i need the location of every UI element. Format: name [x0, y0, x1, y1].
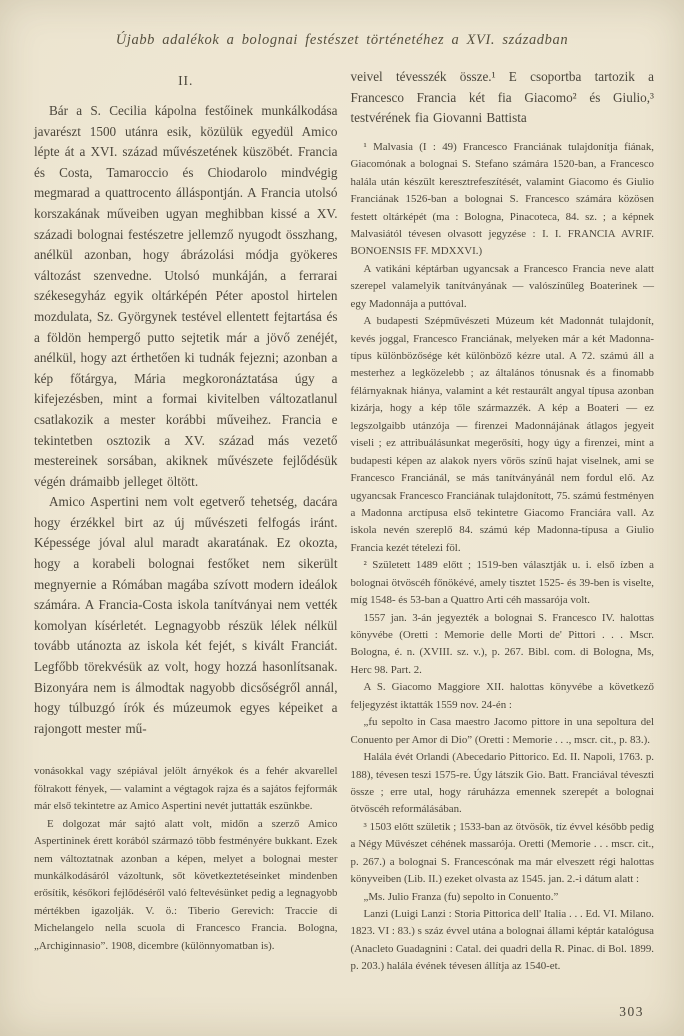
footnote-paragraph: ¹ Malvasia (I : 49) Francesco Franciának tulajdonítja fiának, Giacomónak a bolognai S. Stefano számára 1520-ban, a Francesco halála után készült keresztrefeszítését, valamint Giacomo és Giulio Franciának 1526-ban a bolognai S. Francesco számára közösen festett oltárképét (ma : Bologna, Pinacoteca, 84. sz. ; a képnek Malvasiától tévesen olvasott jegyzése : I. I. FRANCIA AVRIF. BONOENSIS FF. MDXXVI.) — [350, 140, 654, 258]
footnote-paragraph: 1557 jan. 3-án jegyezték a bolognai S. Francesco IV. halottas könyvébe (Oretti : Memorie delle Morti de' Pittori . . . Mscr. Bologna, é. n. (XVIII. sz. v.), p. 267. Bibl. com. di Bologna, Ms, Herc 98. Part. 2. — [350, 611, 654, 676]
footnote-paragraph: Lanzi (Luigi Lanzi : Storia Pittorica dell' Italia . . . Ed. VI. Milano. 1823. VI : 83.) s száz évvel utána a bolognai állami képtár katalógusa (Anacleto Guadagnini : Catal. dei quadri della R. Pinac. di Bol. 1899. p. 203.) halála évének tévesen állítja az 1540-et. — [350, 908, 654, 973]
footnote-paragraph: Halála évét Orlandi (Abecedario Pittorico. Ed. II. Napoli, 1763. p. 188), tévesen teszi 1575-re. Úgy látszik Gio. Batt. Franciával téveszti össze ; erre utal, hogy ráruházza emennek szerepét a bolognai ötvöscéh reformálásában. — [350, 751, 654, 816]
paragraph: Bár a S. Cecilia kápolna festőinek munkálkodása javarészt 1500 utánra esik, közülük egyedül Amico lépte át a XVI. század művészetének küszöbét. Francia és Costa, Tamaroccio és Chiodarolo mindvégig megmarad a quattrocento álláspontján. A Francia utolsó korszakának műveiben ugyan meghibban kissé a XV. századi bolognai festészetre jellemző nyugodt összhang, anélkül azonban, hogy ábrázolási módja gyökeres változást szenvedne. Utolsó munkáján, a ferrarai székesegyház egyik oltárképén Péter apostol hirtelen mozdulata, Sz. Györgynek testével ellentett fejtartása és a földön hempergő putto sejtetik már a jövő zenéjét, anélkül, hogy azt érthetően ki tudnák fejezni; azonban a kép főtárgya, Mária megkoronáztatása úgy a kifejezésben, mint a formai kivitelben változatlanul csatlakozik a mester korábbi műveihez. Francia e tekintetben osztozik a XV. század más vezető mestereinek sorsában, akiknek művészete fejlődésük végén drámaibb jelleget öltött. — [34, 103, 338, 489]
running-title: Újabb adalékok a bolognai festészet történetéhez a XVI. században — [115, 32, 569, 48]
footnote-paragraph: A budapesti Szépművészeti Múzeum két Madonnát tulajdonít, kevés joggal, Francesco Franciának, melyeken már a két Madonna-típus különbözősége két különböző kézre utal. A 72. számú áll a mesterhez a legközelebb ; az általános tónusnak és a finomabb félárnyaknak hiánya, valamint a két restaurált angyal típusa azonban kizárja, hogy a kép tőle származzék. A kép a Boateri — ez legszolgaibb utánzója — firenzei Madonnájának átlagos jegyeit viseli ; ez attribuálásunkat megerősíti, hogy úgy a firenzei, mint a budapesti képen az alakok nyers vörös színű hajat viselnek, ami se Francesco Franciánál, se más tanítványánál nem fordul elő. Az ugyancsak Francesco Franciának tulajdonított, 75. számú festményen a Madonna arctípusa első tekintetre Giacomo Franciára vall. Az iskola nevén szereplő 84. számú kép Madonna-típusa a Giulio Francia kezét tételezi föl. — [350, 315, 654, 554]
footnote-paragraph: ² Született 1489 előtt ; 1519-ben választják u. i. első ízben a bolognai ötvöscéh főnökévé, amely tisztet 1525- és 39-ben is viselte, míg 1548- és 53-ban a Quattro Arti céh massarója volt. — [350, 559, 654, 607]
page-number: 303 — [619, 1004, 644, 1019]
left-footnote-block — [34, 763, 338, 955]
left-main-text — [34, 101, 338, 739]
footnote-paragraph: E dolgozat már sajtó alatt volt, midőn a szerző Amico Aspertininek érett korából származó több festményére bukkant. Ezek nem változtatnak azonban a képen, melyet a bolognai mester munkálkodásáról vázoltunk, sőt következtetéseinket mindenben erősítik, későkori fejlődéséről való feltevésünket pedig a legnagyobb mértékben igazolják. V. ö.: Tiberio Gerevich: Traccie di Michelangelo nella scuola di Francesco Francia. Bologna, „Archiginnasio”. 1908, dicembre (különnyomatban is). — [34, 817, 338, 952]
footnote-paragraph: A S. Giacomo Maggiore XII. halottas könyvébe a következő feljegyzést iktatták 1559 nov. 24-én : — [350, 681, 654, 711]
paragraph: Amico Aspertini nem volt egetverő tehetség, dacára hogy érzékkel birt az új művészeti felfogás iránt. Képessége jóval alul maradt akaratának. Ez okozta, hogy a korabeli bolognai festőket nem sikerült megnyernie a Rómában magába szívott modern ideálok számára. A Francia-Costa iskola tanítványai nem vették komolyan kísérletét. Legnagyobb részük lélek nélkül tovább utánozta az iskola két fejét, s kivált Franciát. Legfőbb törekvésük az volt, hogy hozzá hasonlítsanak. Bizonyára nem is álmodtak nagyobb dicsőségről annál, hogy túlbuzgó írók és múzeumok egyes képeiket a rajongott mester mű- — [34, 494, 338, 736]
right-footnote-block — [351, 139, 655, 976]
left-column — [34, 67, 338, 976]
right-main-text — [351, 67, 655, 129]
footnote-paragraph: „fu sepolto in Casa maestro Jacomo pittore in una sepoltura del Conuento per Amor di Dio” (Oretti : Memorie . . ., mscr. cit., p. 83.). — [350, 716, 654, 746]
right-column — [351, 67, 655, 976]
footnote-paragraph: ³ 1503 előtt születik ; 1533-ban az ötvösök, tíz évvel később pedig a Négy Művészet céhének massarója. Oretti (Memorie . . . mscr. cit., p. 267.) a bolognai S. Francescónak ma már elveszett régi halottas könyveiben (Lib. II.) ezeket olvasta az 1545. jan. 2.-i dátum alatt : — [350, 820, 654, 886]
paragraph: veivel tévesszék össze.¹ E csoportba tartozik a Francesco Francia két fia Giacomo² és Giulio,³ testvérének fia Giovanni Battista — [350, 69, 654, 126]
footnote-paragraph: vonásokkal vagy szépiával jelölt árnyékok és a fehér akvarellel fölrakott fények, — valamint a végtagok rajza és a sajátos fejformák már első tekintetre az Amico Aspertini nevét juttatták eszünkbe. — [34, 765, 338, 813]
footnote-paragraph: A vatikáni képtárban ugyancsak a Francesco Francia neve alatt szerepel valamelyik tanítványának — valószínűleg Boaterinek — egy Madonnája a puttóval. — [350, 262, 654, 310]
section-heading: II. — [178, 73, 194, 88]
two-column-layout — [0, 49, 684, 976]
footnote-paragraph: „Ms. Julio Franza (fu) sepolto in Conuento.” — [363, 890, 559, 903]
